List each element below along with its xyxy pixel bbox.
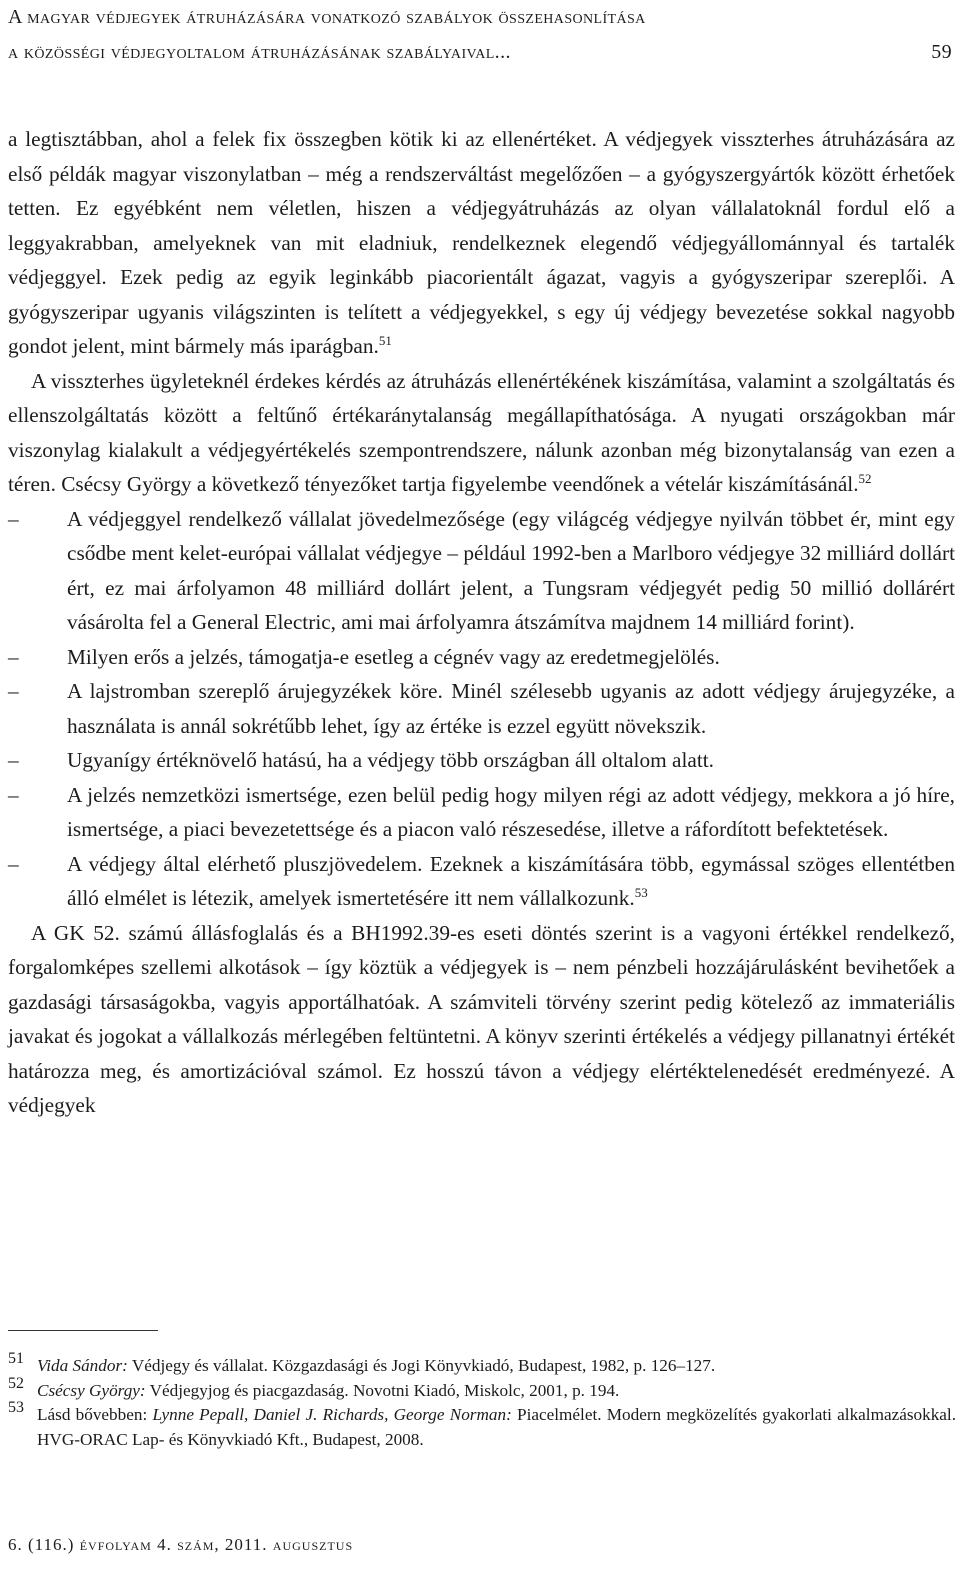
footnote-text: Védjegy és vállalat. Közgazdasági és Jogi Könyvkiadó, Budapest, 1982, p. 126–127. [127, 1356, 716, 1375]
list-item [8, 778, 955, 847]
footnote-author: Csécsy György: [37, 1380, 146, 1400]
footnote-ref-52: 52 [858, 470, 872, 486]
main-text [8, 122, 955, 1123]
dash-bullet: – [8, 644, 19, 669]
list-item-text: A védjegy által elérhető pluszjövedelem. Ezeknek a kiszámítására több, egymással szöges ellentétben álló elmélet is létezik, amelyek ismertetésére itt nem vállalkozunk. [67, 851, 955, 910]
footnote-ref-51: 51 [378, 332, 392, 348]
footnote-author: Lynne Pepall, Daniel J. Richards, George Norman: [152, 1405, 512, 1425]
factor-list [8, 502, 955, 916]
list-item [8, 743, 955, 778]
footnote-number: 51 [8, 1350, 24, 1367]
page-number: 59 [931, 41, 952, 63]
list-item [8, 847, 955, 916]
list-item [8, 640, 955, 675]
footnotes [8, 1350, 956, 1452]
dash-bullet: – [8, 782, 19, 807]
dash-bullet: – [8, 506, 19, 531]
paragraph-2 [8, 364, 955, 502]
footer-volume-date: évfolyam 4. szám, 2011. augusztus [79, 1535, 354, 1554]
header-title-line1: A magyar védjegyek átruházására vonatkozó szabályok összehasonlítása [8, 6, 646, 28]
running-header [8, 0, 958, 70]
footnote-author: Vida Sándor: [37, 1356, 128, 1375]
list-item-text: A lajstromban szereplő árujegyzékek köre. Minél szélesebb ugyanis az adott védjegy árujegyzéke, a használata is annál sokrétűbb lehet, így az értéke is ezzel együtt növekszik. [67, 679, 955, 738]
paragraph-3: A GK 52. számú állásfoglalás és a BH1992.39-es eseti döntés szerint is a vagyoni értékkel rendelkező, forgalomképes szellemi alkotások – így köztük a védjegyek is – nem pénzbeli hozzájárulásként bevihetőek a gazdasági társaságokba, vagyis apportálhatóak. A számviteli törvény szerint pedig kötelező az immateriális javakat és jogokat a vállalkozás mérlegében feltüntetni. A könyv szerinti értékelés a védjegy pillanatnyi értékét határozza meg, és amortizációval számol. Ez hosszú távon a védjegy elértéktelenedését eredményezé. A védjegyek [8, 920, 955, 1117]
footnote-ref-53: 53 [634, 884, 648, 900]
footer-issue: 6. (116.) [8, 1535, 80, 1554]
footnote-text: Piacelmélet. Modern megközelítés gyakorlati alkalmazásokkal. HVG-ORAC Lap- és Könyvkiadó Kft., Budapest, 2008. [37, 1405, 956, 1449]
footnote-53 [8, 1399, 956, 1452]
paragraph-1-text: a legtisztábban, ahol a felek fix összegben kötik ki az ellenértéket. A védjegyek visszterhes átruházására az első példák magyar viszonylatban – még a rendszerváltást megelőzően – a gyógyszergyártók között érhetőek tetten. Ez egyébként nem véletlen, hiszen a védjegyátruházás az olyan vállalatoknál fordul elő a leggyakrabban, amelyeknek van mit eladniuk, rendelkeznek elegendő védjegyállománnyal és tartalék védjeggyel. Ezek pedig az egyik leginkább piacorientált ágazat, vagyis a gyógyszeripar szereplői. A gyógyszeripar ugyanis világszinten is telített a védjegyekkel, s egy új védjegy bevezetése sokkal nagyobb gondot jelent, mint bármely más iparágban. [8, 127, 955, 358]
running-footer [8, 1535, 353, 1555]
dash-bullet: – [8, 679, 19, 703]
list-item [8, 502, 955, 640]
list-item-text: Milyen erős a jelzés, támogatja-e esetleg a cégnév vagy az eredetmegjelölés. [67, 644, 720, 669]
footnote-number: 52 [8, 1374, 24, 1392]
list-item-text: Ugyanígy értéknövelő hatású, ha a védjegy több országban áll oltalom alatt. [67, 748, 714, 772]
list-item-text: A jelzés nemzetközi ismertsége, ezen belül pedig hogy milyen régi az adott védjegy, mekkora a jó híre, ismertsége, a piaci bevezetettsége és a piacon való részesedése, illetve a ráfordított befektetések. [67, 782, 955, 841]
dash-bullet: – [8, 851, 19, 876]
footnote-separator [8, 1330, 158, 1331]
footnote-51 [8, 1350, 956, 1379]
list-item [8, 674, 955, 743]
footnote-prefix: Lásd bővebben: [37, 1405, 153, 1425]
footnote-52 [8, 1374, 956, 1404]
paragraph-1 [8, 122, 955, 364]
dash-bullet: – [8, 748, 19, 772]
header-title-line2: a közösségi védjegyoltalom átruházásának szabályaival... [8, 41, 511, 63]
list-item-text: A védjeggyel rendelkező vállalat jövedelmezősége (egy világcég védjegye nyilván többet ér, mint egy csődbe ment kelet-európai vállalat védjegye – például 1992-ben a Marlboro védjegye 32 milliárd dollárt ért, ez mai árfolyamon 48 milliárd dollárt jelent, a Tungsram védjegyét pedig 50 millió dollárért vásárolta fel a General Electric, ami mai árfolyamra átszámítva majdnem 14 milliárd forint). [67, 506, 955, 634]
footnote-text: Védjegyjog és piacgazdaság. Novotni Kiadó, Miskolc, 2001, p. 194. [145, 1380, 620, 1400]
paragraph-2-text: A visszterhes ügyleteknél érdekes kérdés az átruházás ellenértékének kiszámítása, valamint a szolgáltatás és ellenszolgáltatás között a feltűnő értékaránytalanság megállapíthatósága. A nyugati országokban már viszonylag kialakult a védjegyértékelés szempontrendszere, nálunk azonban még bizonytalanság van ezen a téren. Csécsy György a következő tényezőket tartja figyelembe veendőnek a vételár kiszámításánál. [8, 368, 955, 496]
footnote-number: 53 [8, 1399, 24, 1417]
